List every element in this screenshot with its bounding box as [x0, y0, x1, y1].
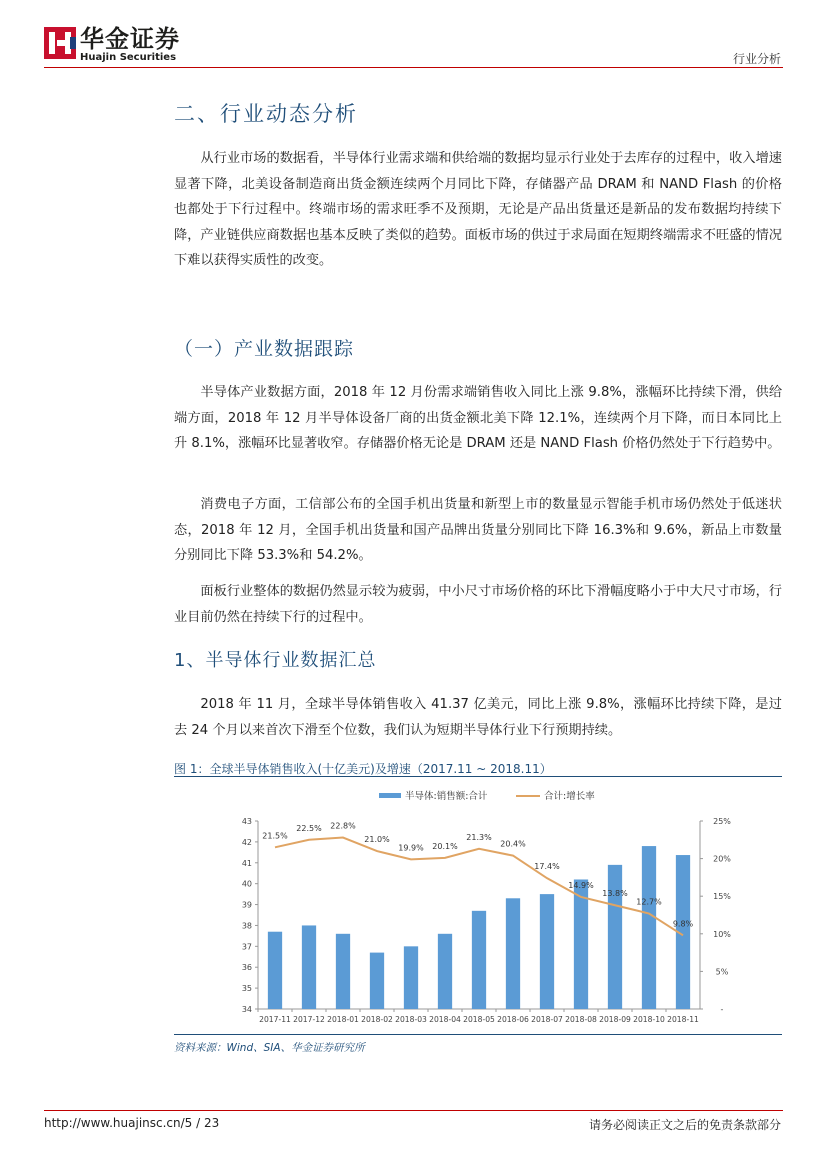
x-tick-label: 2018-08 — [565, 1015, 597, 1024]
sales-bar — [336, 934, 350, 1009]
growth-rate-label: 21.5% — [262, 831, 288, 841]
x-tick-label: 2017-11 — [259, 1015, 291, 1024]
left-tick-label: 40 — [241, 879, 252, 889]
x-tick-label: 2018-11 — [667, 1015, 699, 1024]
subsubsection-title: 1、半导体行业数据汇总 — [174, 650, 377, 671]
left-tick-label: 36 — [241, 963, 252, 973]
sales-bar — [370, 953, 384, 1009]
right-tick-label: 15% — [713, 892, 731, 902]
figure-source: 资料来源：Wind、SIA、华金证券研究所 — [174, 1042, 365, 1054]
sales-bar — [608, 865, 622, 1009]
x-tick-label: 2018-10 — [633, 1015, 665, 1024]
growth-rate-label: 22.8% — [330, 821, 356, 831]
left-tick-label: 39 — [241, 900, 252, 910]
left-tick-label: 37 — [241, 942, 252, 952]
sales-bar — [438, 934, 452, 1009]
sales-bar — [642, 846, 656, 1009]
growth-rate-label: 12.7% — [636, 897, 662, 907]
right-tick-label: 20% — [713, 854, 731, 864]
left-tick-label: 41 — [241, 858, 252, 868]
intro-paragraph: 从行业市场的数据看，半导体行业需求端和供给端的数据均显示行业处于去库存的过程中，收入增速显著下降，北美设备制造商出货金额连续两个月同比下降，存储器产品 DRAM 和 NAND Flash 的价格也都处于下行过程中。终端市场的需求旺季不及预期，无论是产品出货量还是新品的发布数据均持续下降，产业链供应商数据也基本反映了类似的趋势。面板市场的供过于求局面在短期终端需求不旺盛的情况下难以获得实质性的改变。 — [174, 151, 782, 268]
right-tick-label: 5% — [715, 967, 729, 977]
left-tick-label: 43 — [241, 817, 252, 826]
growth-rate-label: 21.3% — [466, 832, 492, 842]
footer-disclaimer: 请务必阅读正文之后的免责条款部分 — [588, 1118, 781, 1132]
sales-bar — [302, 925, 316, 1009]
report-category: 行业分析 — [732, 52, 781, 66]
legend-label-growth: 合计:增长率 — [544, 791, 595, 802]
sales-bar — [404, 946, 418, 1009]
header-divider — [44, 67, 783, 68]
growth-rate-label: 17.4% — [534, 862, 560, 872]
footer-url: http://www.huajinsc.cn/5 / 23 — [44, 1116, 220, 1130]
sales-bar — [506, 898, 520, 1009]
subsection-title: （一）产业数据跟踪 — [174, 338, 355, 360]
left-tick-label: 38 — [241, 921, 252, 931]
figure-title: 图 1：全球半导体销售收入(十亿美元)及增速（2017.11 ~ 2018.11） — [174, 762, 552, 776]
right-tick-label: - — [720, 1005, 724, 1014]
growth-rate-label: 20.1% — [432, 841, 458, 851]
x-tick-label: 2018-03 — [395, 1015, 427, 1024]
logo-chinese-name: 华金证券 — [80, 25, 180, 53]
x-tick-label: 2018-05 — [463, 1015, 495, 1024]
consumer-electronics-paragraph: 消费电子方面，工信部公布的全国手机出货量和新型上市的数量显示智能手机市场仍然处于低迷状态，2018 年 12 月，全国手机出货量和国产品牌出货量分别同比下降 16.3%和 9.6%，新品上市数量分别同比下降 53.3%和 54.2%。 — [174, 497, 782, 563]
sales-bar — [472, 911, 486, 1009]
sales-bar — [268, 932, 282, 1009]
summary-paragraph: 2018 年 11 月，全球半导体销售收入 41.37 亿美元，同比上涨 9.8%，涨幅环比持续下降，是过去 24 个月以来首次下滑至个位数，我们认为短期半导体行业下行预期持续。 — [174, 697, 782, 738]
growth-rate-label: 14.9% — [568, 880, 594, 890]
semiconductor-sales-chart — [174, 780, 782, 1032]
legend-label-sales: 半导体:销售额:合计 — [405, 791, 488, 802]
left-tick-label: 35 — [241, 984, 252, 994]
growth-rate-label: 9.8% — [672, 919, 694, 929]
growth-rate-label: 22.5% — [296, 823, 322, 833]
left-tick-label: 42 — [241, 837, 252, 847]
huajin-logo-icon — [44, 27, 76, 59]
sales-bar — [540, 894, 554, 1009]
growth-rate-label: 13.8% — [602, 889, 628, 899]
x-tick-label: 2018-02 — [361, 1015, 393, 1024]
left-tick-label: 34 — [241, 1005, 252, 1014]
section-title: 二、行业动态分析 — [174, 102, 358, 126]
logo-english-name: Huajin Securities — [80, 52, 177, 63]
right-tick-label: 25% — [713, 817, 731, 826]
growth-rate-label: 21.0% — [364, 835, 390, 845]
growth-rate-label: 20.4% — [500, 839, 526, 849]
industry-data-paragraph: 半导体产业数据方面，2018 年 12 月份需求端销售收入同比上涨 9.8%，涨幅环比持续下滑，供给端方面，2018 年 12 月半导体设备厂商的出货金额北美下降 12.1%，连续两个月下降，而日本同比上升 8.1%，涨幅环比显著收窄。存储器价格无论是 DRAM 还是 NAND Flash 价格仍然处于下行趋势中。 — [174, 385, 782, 451]
x-tick-label: 2018-06 — [497, 1015, 529, 1024]
legend-swatch-sales — [379, 793, 401, 798]
x-tick-label: 2017-12 — [293, 1015, 325, 1024]
footer-divider — [44, 1110, 783, 1111]
x-tick-label: 2018-07 — [531, 1015, 563, 1024]
x-tick-label: 2018-01 — [327, 1015, 359, 1024]
x-tick-label: 2018-09 — [599, 1015, 631, 1024]
x-tick-label: 2018-04 — [429, 1015, 461, 1024]
right-tick-label: 10% — [713, 929, 731, 939]
figure-bottom-rule — [174, 1034, 782, 1035]
growth-rate-label: 19.9% — [398, 843, 424, 853]
panel-paragraph: 面板行业整体的数据仍然显示较为疲弱，中小尺寸市场价格的环比下滑幅度略小于中大尺寸市场，行业目前仍然在持续下行的过程中。 — [174, 584, 782, 625]
figure-top-rule — [174, 776, 782, 777]
